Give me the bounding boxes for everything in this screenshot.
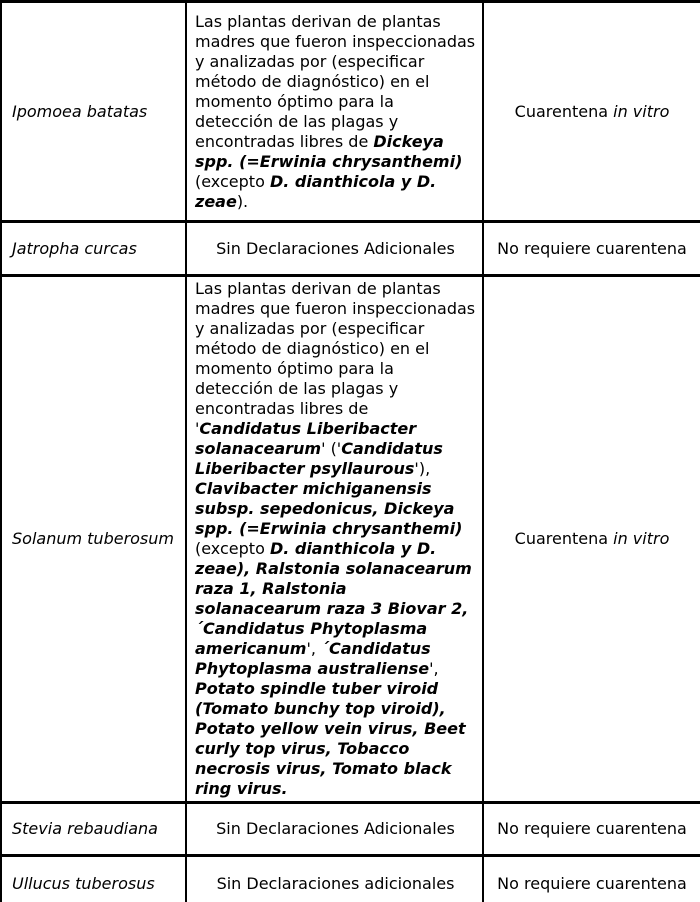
text-segment-bolditalic: Potato spindle tuber viroid (Tomato bunchy top viroid), Potato yellow vein virus, Beet curly top virus, Tobacco necrosis virus, Tomato black ring virus. — [195, 679, 466, 798]
quarantine-cell — [483, 276, 700, 803]
table-row — [1, 2, 700, 222]
table-row — [1, 803, 700, 856]
declaration-cell — [186, 803, 483, 856]
species-name: Jatropha curcas — [12, 238, 137, 258]
text-segment-normal: (excepto — [195, 171, 270, 191]
species-cell — [1, 276, 186, 803]
text-segment-normal: Sin Declaraciones Adicionales — [216, 238, 455, 258]
text-segment-bolditalic: Candidatus Liberibacter psyllaurous — [195, 439, 443, 478]
quarantine-text — [488, 239, 696, 259]
declaration-cell — [186, 276, 483, 803]
table-body — [1, 2, 700, 902]
declaration-text — [195, 874, 476, 894]
text-segment-normal: Cuarentena — [514, 529, 614, 548]
text-segment-normal: Sin Declaraciones Adicionales — [216, 819, 455, 838]
declaration-text — [195, 819, 476, 839]
table-row — [1, 856, 700, 902]
species-name: Ipomoea batatas — [12, 101, 148, 121]
quarantine-cell — [483, 803, 700, 856]
text-segment-bolditalic: Dickeya spp. (=Erwinia chrysanthemi) — [195, 131, 463, 171]
text-segment-normal: (excepto — [195, 539, 270, 558]
quarantine-cell — [483, 856, 700, 902]
species-cell — [1, 2, 186, 222]
declaration-cell — [186, 2, 483, 222]
quarantine-text — [488, 874, 696, 894]
text-segment-normal: Las plantas derivan de plantas madres que fueron inspeccionadas y analizadas por (especificar método de diagnóstico) en el momento óptimo para la detección de las plagas y encontradas libres de — [195, 11, 476, 151]
text-segment-normal: Cuarentena — [514, 101, 614, 121]
species-name: Solanum tuberosum — [12, 529, 174, 548]
table-row — [1, 276, 700, 803]
declaration-cell — [186, 222, 483, 276]
text-segment-normal: Sin Declaraciones adicionales — [216, 873, 455, 893]
text-segment-italic: in vitro — [613, 529, 670, 548]
quarantine-text — [488, 102, 696, 122]
species-cell — [1, 856, 186, 902]
text-segment-normal: ', — [306, 639, 322, 658]
text-segment-bolditalic: ´Candidatus Phytoplasma australiense — [195, 639, 431, 678]
species-cell — [1, 803, 186, 856]
text-segment-bolditalic: Clavibacter michiganensis subsp. sepedonicus, Dickeya spp. (=Erwinia chrysanthemi) — [195, 479, 463, 538]
text-segment-italic: in vitro — [613, 101, 670, 121]
species-name: Stevia rebaudiana — [12, 819, 158, 838]
declaration-text — [195, 12, 476, 212]
declaration-text — [195, 279, 476, 799]
text-segment-bolditalic: D. dianthicola y D. zeae — [195, 171, 437, 211]
quarantine-cell — [483, 222, 700, 276]
text-segment-normal: Las plantas derivan de plantas madres que fueron inspeccionadas y analizadas por (especificar método de diagnóstico) en el momento óptimo para la detección de las plagas y encontradas libres de ' — [195, 279, 476, 438]
quarantine-cell — [483, 2, 700, 222]
text-segment-bolditalic: D. dianthicola y D. zeae), Ralstonia solanacearum raza 1, Ralstonia solanacearum raza 3 Biovar 2, ´Candidatus Phytoplasma americanum — [195, 539, 472, 658]
species-cell — [1, 222, 186, 276]
species-name: Ullucus tuberosus — [12, 873, 155, 893]
text-segment-normal: No requiere cuarentena — [497, 873, 687, 893]
text-segment-normal: No requiere cuarentena — [497, 819, 687, 838]
text-segment-normal: ', — [429, 659, 439, 678]
table-row — [1, 222, 700, 276]
declaration-cell — [186, 856, 483, 902]
text-segment-normal: ). — [236, 191, 249, 211]
text-segment-normal: No requiere cuarentena — [497, 238, 687, 258]
text-segment-normal: ' (' — [321, 439, 342, 458]
quarantine-text — [488, 529, 696, 549]
declaration-text — [195, 239, 476, 259]
text-segment-normal: '), — [414, 459, 431, 478]
text-segment-bolditalic: Candidatus Liberibacter solanacearum — [195, 419, 417, 458]
quarantine-text — [488, 819, 696, 839]
